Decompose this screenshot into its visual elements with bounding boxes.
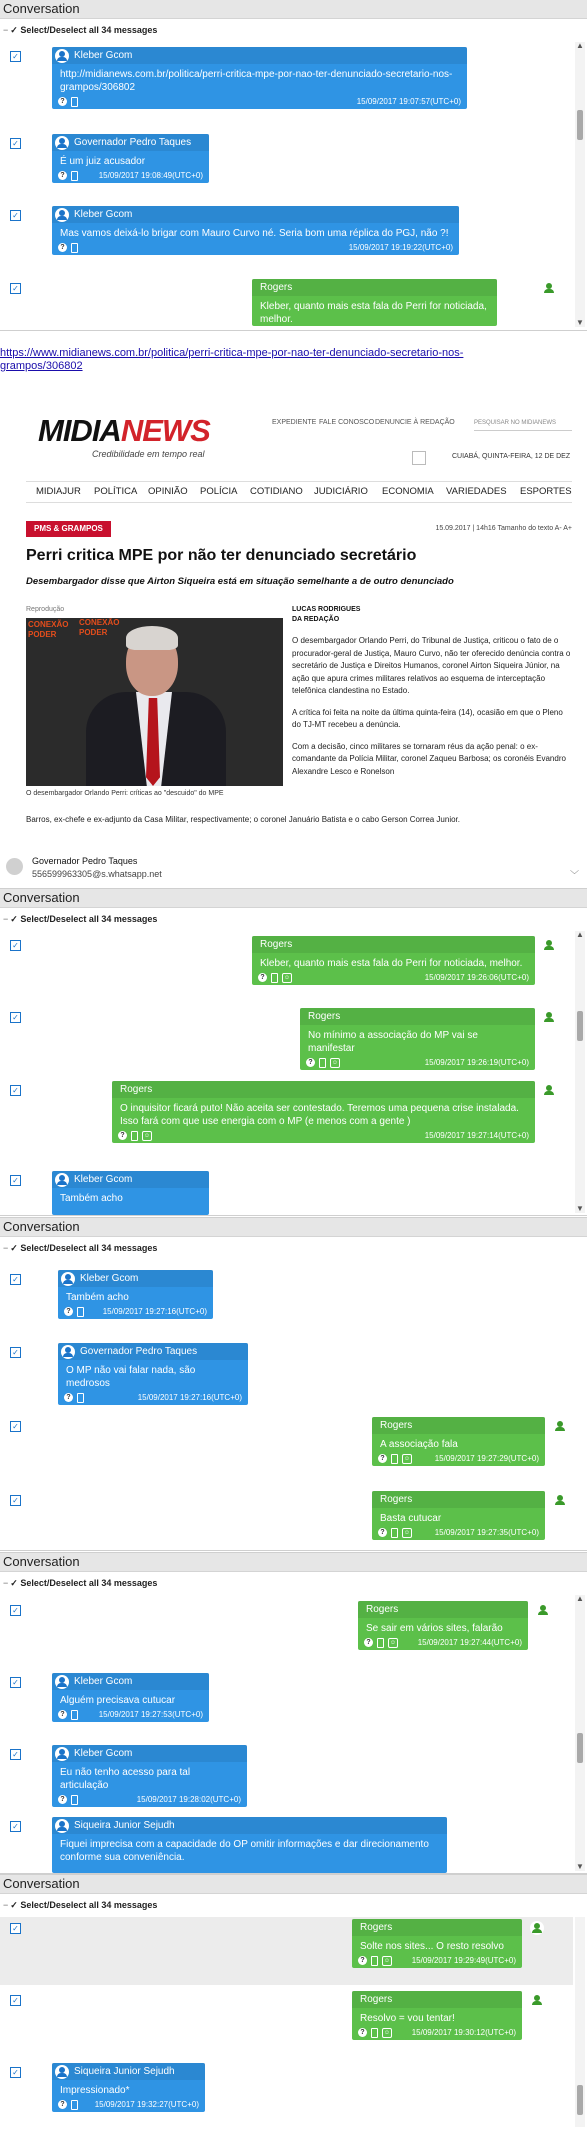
message-text: Eu não tenho acesso para tal articulação: [60, 1767, 191, 1791]
media-icon: ☺: [383, 1957, 391, 1964]
help-icon[interactable]: ?: [64, 1393, 73, 1402]
select-all-toggle[interactable]: − ✓ Select/Deselect all 34 messages: [3, 25, 158, 35]
message-text: É um juiz acusador: [60, 156, 146, 167]
sender-name: Rogers: [372, 1491, 545, 1508]
help-icon[interactable]: ?: [378, 1454, 387, 1463]
scroll-up-icon[interactable]: ▲: [576, 1594, 584, 1603]
message-row-selected: [0, 1917, 573, 1985]
message-bubble: [352, 1991, 522, 2040]
scroll-up-icon[interactable]: ▲: [576, 930, 584, 939]
nav-economia[interactable]: ECONOMIA: [382, 486, 434, 497]
panel-title: Conversation: [0, 1218, 587, 1237]
article-meta: 15.09.2017 | 14h16 Tamanho do texto A- A+: [435, 525, 572, 532]
media-icon: ☺: [331, 1059, 339, 1066]
contact-avatar: [55, 1747, 69, 1761]
conversation-panel: [0, 0, 587, 331]
logo-tagline: Credibilidade em tempo real: [92, 449, 205, 459]
message-checkbox[interactable]: ✓: [10, 210, 21, 221]
message-bubble: [58, 1270, 213, 1319]
contact-avatar: [542, 281, 556, 295]
timestamp: 15/09/2017 19:28:02(UTC+0): [136, 1795, 241, 1804]
message-bubble: [252, 279, 497, 326]
message-bubble: [52, 134, 209, 183]
photo-wall-text: CONEXÃO PODER: [28, 620, 69, 639]
scroll-down-icon[interactable]: ▼: [576, 318, 584, 327]
sender-name: Governador Pedro Taques: [52, 134, 209, 151]
conversation-panel: [0, 888, 587, 1216]
contact-avatar: [55, 1819, 69, 1833]
article-paragraph-tail: Barros, ex-chefe e ex-adjunto da Casa Militar, respectivamente; o coronel Januário Batista e o cabo Gerson Correa Junior.: [26, 815, 461, 824]
site-date: CUIABÁ, QUINTA-FEIRA, 12 DE DEZ: [452, 453, 571, 460]
site-search[interactable]: PESQUISAR NO MIDIANEWS: [474, 416, 572, 431]
scrollbar[interactable]: [575, 1595, 585, 1871]
article-paragraph: Com a decisão, cinco militares se tornaram réus da ação penal: o ex-comandante da Polícia Militar, coronel Zaqueu Barbosa; os coronéis Evandro Alexandre Lesco e Ronelson: [292, 741, 566, 776]
phone-icon: [319, 1058, 326, 1068]
nav-judiciario[interactable]: JUDICIÁRIO: [314, 486, 368, 497]
message-text: Basta cutucar: [380, 1513, 442, 1524]
scroll-thumb[interactable]: [577, 1011, 583, 1041]
message-text: O MP não vai falar nada, são medrosos: [66, 1365, 196, 1389]
sender-name: Rogers: [352, 1919, 522, 1936]
phone-icon: [371, 1956, 378, 1966]
panel-title: Conversation: [0, 1875, 587, 1894]
nav-esportes[interactable]: ESPORTES: [520, 486, 572, 497]
contact-avatar: [55, 1675, 69, 1689]
help-icon[interactable]: ?: [306, 1058, 315, 1067]
message-checkbox[interactable]: ✓: [10, 51, 21, 62]
conversation-panel: [0, 1217, 587, 1551]
help-icon[interactable]: ?: [258, 973, 267, 982]
media-icon: ☺: [403, 1455, 411, 1462]
top-link-fale-conosco[interactable]: FALE CONOSCO: [319, 419, 375, 426]
phone-icon: [271, 973, 278, 983]
article-paragraph: A crítica foi feita na noite da última quinta-feira (14), ocasião em que o Pleno do TJ-MT recebeu a denúncia.: [292, 707, 563, 729]
select-all-toggle[interactable]: − ✓ Select/Deselect all 34 messages: [3, 1578, 158, 1588]
check-mark-icon: ✓: [10, 914, 21, 924]
select-all-toggle[interactable]: − ✓ Select/Deselect all 34 messages: [3, 1243, 158, 1253]
help-icon[interactable]: ?: [358, 2028, 367, 2037]
message-text: http://midianews.com.br/politica/perri-critica-mpe-por-nao-ter-denunciado-secretario-nos-grampos/306802: [60, 69, 453, 93]
media-icon: ☺: [389, 1639, 397, 1646]
panel-title: Conversation: [0, 889, 587, 908]
panel-title: Conversation: [0, 0, 587, 19]
message-text: O inquisitor ficará puto! Não aceita ser contestado. Teremos uma pequena crise instalada. Isso fará com que use energia com o MP (e menos com a gente ): [120, 1103, 519, 1127]
whatsapp-contact-row[interactable]: [0, 850, 587, 884]
article-photo: [26, 618, 283, 786]
timestamp: 15/09/2017 19:26:19(UTC+0): [424, 1058, 529, 1067]
media-icon: ☺: [283, 974, 291, 981]
message-bubble: [52, 1673, 209, 1722]
media-icon: ☺: [143, 1132, 151, 1139]
collapse-icon[interactable]: −: [3, 914, 9, 924]
timestamp: 15/09/2017 19:27:29(UTC+0): [434, 1454, 539, 1463]
check-mark-icon: ✓: [10, 1243, 21, 1253]
message-text: Alguém precisava cutucar: [60, 1695, 176, 1706]
sender-name: Kleber Gcom: [52, 1745, 247, 1762]
phone-icon: [71, 243, 78, 253]
message-checkbox[interactable]: ✓: [10, 1749, 21, 1760]
timestamp: 15/09/2017 19:27:14(UTC+0): [424, 1131, 529, 1140]
message-text: Kleber, quanto mais esta fala do Perri for noticiada, melhor.: [260, 958, 523, 969]
sender-name: Rogers: [112, 1081, 535, 1098]
message-bubble: [372, 1417, 545, 1466]
message-text: Mas vamos deixá-lo brigar com Mauro Curvo né. Seria bom uma réplica do PGJ, não ?!: [60, 228, 449, 239]
sender-name: Kleber Gcom: [52, 47, 467, 64]
message-checkbox[interactable]: ✓: [10, 1923, 21, 1934]
top-link-denuncie[interactable]: DENUNCIE À REDAÇÃO: [375, 419, 455, 426]
help-icon[interactable]: ?: [64, 1307, 73, 1316]
message-checkbox[interactable]: ✓: [10, 1347, 21, 1358]
scroll-thumb[interactable]: [577, 2085, 583, 2115]
contact-avatar: [55, 208, 69, 222]
message-checkbox[interactable]: ✓: [10, 940, 21, 951]
message-checkbox[interactable]: ✓: [10, 283, 21, 294]
message-checkbox[interactable]: ✓: [10, 138, 21, 149]
article-author: LUCAS RODRIGUES DA REDAÇÃO: [292, 606, 361, 623]
sender-name: Kleber Gcom: [52, 206, 459, 223]
message-text: No mínimo a associação do MP vai se manifestar: [308, 1030, 478, 1054]
timestamp: 15/09/2017 19:27:35(UTC+0): [434, 1528, 539, 1537]
chevron-down-icon[interactable]: ﹀: [569, 870, 579, 880]
article-link[interactable]: https://www.midianews.com.br/politica/perri-critica-mpe-por-nao-ter-denunciado-secretario-nos-grampos/306802: [0, 347, 464, 372]
help-icon[interactable]: ?: [58, 243, 67, 252]
collapse-icon[interactable]: −: [3, 1243, 9, 1253]
contact-avatar: [536, 1603, 550, 1617]
message-bubble: [52, 47, 467, 109]
nav-midiajur[interactable]: MIDIAJUR: [36, 486, 81, 497]
message-checkbox[interactable]: ✓: [10, 1605, 21, 1616]
message-checkbox[interactable]: ✓: [10, 1421, 21, 1432]
help-icon[interactable]: ?: [358, 1956, 367, 1965]
contact-avatar: [55, 49, 69, 63]
collapse-icon[interactable]: −: [3, 1578, 9, 1588]
scrollbar[interactable]: [575, 931, 585, 1213]
timestamp: 15/09/2017 19:27:44(UTC+0): [417, 1638, 522, 1647]
article-body: [292, 635, 572, 787]
contact-number: 556599963305@s.whatsapp.net: [32, 869, 162, 879]
timestamp: 15/09/2017 19:19:22(UTC+0): [348, 243, 453, 252]
site-nav: [26, 481, 572, 503]
contact-avatar: [553, 1419, 567, 1433]
sender-name: Rogers: [300, 1008, 535, 1025]
phone-icon: [71, 171, 78, 181]
message-text: Também acho: [66, 1292, 129, 1303]
message-checkbox[interactable]: ✓: [10, 1995, 21, 2006]
timestamp: 15/09/2017 19:30:12(UTC+0): [411, 2028, 516, 2037]
nav-policia[interactable]: POLÍCIA: [200, 486, 238, 497]
message-checkbox[interactable]: ✓: [10, 1495, 21, 1506]
message-text: A associação fala: [380, 1439, 458, 1450]
message-bubble: [112, 1081, 535, 1143]
category-badge[interactable]: PMS & GRAMPOS: [26, 521, 111, 537]
nav-cotidiano[interactable]: COTIDIANO: [250, 486, 303, 497]
scroll-thumb[interactable]: [577, 1733, 583, 1763]
contact-avatar: [530, 1993, 544, 2007]
sender-name: Rogers: [372, 1417, 545, 1434]
checkbox-widget[interactable]: [412, 451, 426, 465]
sender-name: Rogers: [252, 936, 535, 953]
phone-icon: [391, 1454, 398, 1464]
scroll-up-icon[interactable]: ▲: [576, 41, 584, 50]
message-text: Kleber, quanto mais esta fala do Perri for noticiada, melhor.: [260, 301, 487, 325]
message-checkbox[interactable]: ✓: [10, 1677, 21, 1688]
article-title: Perri critica MPE por não ter denunciado secretário: [26, 547, 417, 564]
message-checkbox[interactable]: ✓: [10, 2067, 21, 2078]
timestamp: 15/09/2017 19:27:53(UTC+0): [98, 1710, 203, 1719]
panel-title: Conversation: [0, 1553, 587, 1572]
phone-icon: [131, 1131, 138, 1141]
message-bubble: [300, 1008, 535, 1070]
photo-credit: Reprodução: [26, 606, 65, 613]
midianews-logo: MIDIANEWS: [38, 413, 210, 448]
sender-name: Kleber Gcom: [52, 1673, 209, 1690]
media-icon: ☺: [403, 1529, 411, 1536]
photo-wall-text: CONEXÃO PODER: [79, 618, 120, 637]
contact-avatar: [542, 1083, 556, 1097]
contact-avatar: [61, 1345, 75, 1359]
message-checkbox[interactable]: ✓: [10, 1012, 21, 1023]
contact-avatar: [61, 1272, 75, 1286]
phone-icon: [71, 1710, 78, 1720]
scrollbar[interactable]: [575, 42, 585, 327]
timestamp: 15/09/2017 19:27:16(UTC+0): [137, 1393, 242, 1402]
contact-name: Governador Pedro Taques: [32, 856, 138, 866]
message-checkbox[interactable]: ✓: [10, 1175, 21, 1186]
phone-icon: [71, 97, 78, 107]
check-mark-icon: ✓: [10, 25, 21, 35]
phone-icon: [391, 1528, 398, 1538]
message-checkbox[interactable]: ✓: [10, 1821, 21, 1832]
contact-avatar: [553, 1493, 567, 1507]
phone-icon: [77, 1393, 84, 1403]
message-text: Solte nos sites... O resto resolvo: [360, 1941, 504, 1952]
contact-avatar: [6, 858, 23, 875]
message-text: Fiquei imprecisa com a capacidade do OP omitir informações e dar direcionamento conforme sua conveniência.: [60, 1839, 429, 1863]
sender-name: Governador Pedro Taques: [58, 1343, 248, 1360]
timestamp: 15/09/2017 19:27:16(UTC+0): [102, 1307, 207, 1316]
message-text: Resolvo = vou tentar!: [360, 2013, 455, 2024]
help-icon[interactable]: ?: [58, 1795, 67, 1804]
message-bubble: [372, 1491, 545, 1540]
phone-icon: [71, 2100, 78, 2110]
contact-avatar: [542, 1010, 556, 1024]
timestamp: 15/09/2017 19:29:49(UTC+0): [411, 1956, 516, 1965]
conversation-panel: [0, 1874, 587, 2129]
collapse-icon[interactable]: −: [3, 1900, 9, 1910]
message-bubble: [252, 936, 535, 985]
scroll-thumb[interactable]: [577, 110, 583, 140]
media-icon: ☺: [383, 2029, 391, 2036]
nav-variedades[interactable]: VARIEDADES: [446, 486, 507, 497]
message-text: Se sair em vários sites, falarão: [366, 1623, 503, 1634]
message-checkbox[interactable]: ✓: [10, 1274, 21, 1285]
phone-icon: [371, 2028, 378, 2038]
message-bubble: [52, 1745, 247, 1807]
message-bubble: [358, 1601, 528, 1650]
help-icon[interactable]: ?: [58, 2100, 67, 2109]
sender-name: Kleber Gcom: [52, 1171, 209, 1188]
sender-name: Rogers: [252, 279, 497, 296]
top-link-expediente[interactable]: EXPEDIENTE: [272, 419, 317, 426]
sender-name: Rogers: [358, 1601, 528, 1618]
phone-icon: [77, 1307, 84, 1317]
message-bubble: [58, 1343, 248, 1405]
sender-name: Kleber Gcom: [58, 1270, 213, 1287]
timestamp: 15/09/2017 19:07:57(UTC+0): [356, 97, 461, 106]
photo-caption: O desembargador Orlando Perri: críticas ao "descuido" do MPE: [26, 790, 224, 797]
contact-avatar: [55, 1173, 69, 1187]
message-bubble: [52, 206, 459, 255]
contact-avatar: [55, 2065, 69, 2079]
sender-name: Siqueira Junior Sejudh: [52, 2063, 205, 2080]
message-bubble: [52, 1817, 447, 1873]
conversation-panel: [0, 1552, 587, 1874]
check-mark-icon: ✓: [10, 1900, 21, 1910]
contact-avatar: [542, 938, 556, 952]
phone-icon: [377, 1638, 384, 1648]
help-icon[interactable]: ?: [378, 1528, 387, 1537]
article-subtitle: Desembargador disse que Airton Siqueira está em situação semelhante a de outro denunciado: [26, 576, 454, 587]
scroll-down-icon[interactable]: ▼: [576, 1204, 584, 1213]
message-bubble: [352, 1919, 522, 1968]
sender-name: Siqueira Junior Sejudh: [52, 1817, 447, 1834]
message-bubble: [52, 1171, 209, 1215]
nav-opiniao[interactable]: OPINIÃO: [148, 486, 188, 497]
scroll-down-icon[interactable]: ▼: [576, 1862, 584, 1871]
timestamp: 15/09/2017 19:32:27(UTC+0): [94, 2100, 199, 2109]
message-text: Também acho: [60, 1193, 123, 1204]
phone-icon: [71, 1795, 78, 1805]
nav-politica[interactable]: POLÍTICA: [94, 486, 138, 497]
sender-name: Rogers: [352, 1991, 522, 2008]
article-screenshot: [26, 395, 572, 840]
help-icon[interactable]: ?: [58, 171, 67, 180]
timestamp: 15/09/2017 19:26:06(UTC+0): [424, 973, 529, 982]
collapse-icon[interactable]: −: [3, 25, 9, 35]
scrollbar[interactable]: [575, 1917, 585, 2127]
message-text: Impressionado*: [60, 2085, 130, 2096]
help-icon[interactable]: ?: [58, 1710, 67, 1719]
message-checkbox[interactable]: ✓: [10, 1085, 21, 1096]
contact-avatar: [530, 1921, 544, 1935]
article-paragraph: O desembargador Orlando Perri, do Tribunal de Justiça, criticou o fato de o procurador-geral de Justiça, Mauro Curvo, não ter oferecido denúncia contra o secretário de Justiça e Direitos Humanos, coronel Airton Siqueira Júnior, na ação que apura crimes militares relativos ao esquema de interceptação telefônica clandestina no Estado.: [292, 636, 571, 695]
select-all-toggle[interactable]: − ✓ Select/Deselect all 34 messages: [3, 914, 158, 924]
select-all-toggle[interactable]: − ✓ Select/Deselect all 34 messages: [3, 1900, 158, 1910]
message-bubble: [52, 2063, 205, 2112]
timestamp: 15/09/2017 19:08:49(UTC+0): [98, 171, 203, 180]
help-icon[interactable]: ?: [58, 97, 67, 106]
help-icon[interactable]: ?: [118, 1131, 127, 1140]
contact-avatar: [55, 136, 69, 150]
help-icon[interactable]: ?: [364, 1638, 373, 1647]
check-mark-icon: ✓: [10, 1578, 21, 1588]
